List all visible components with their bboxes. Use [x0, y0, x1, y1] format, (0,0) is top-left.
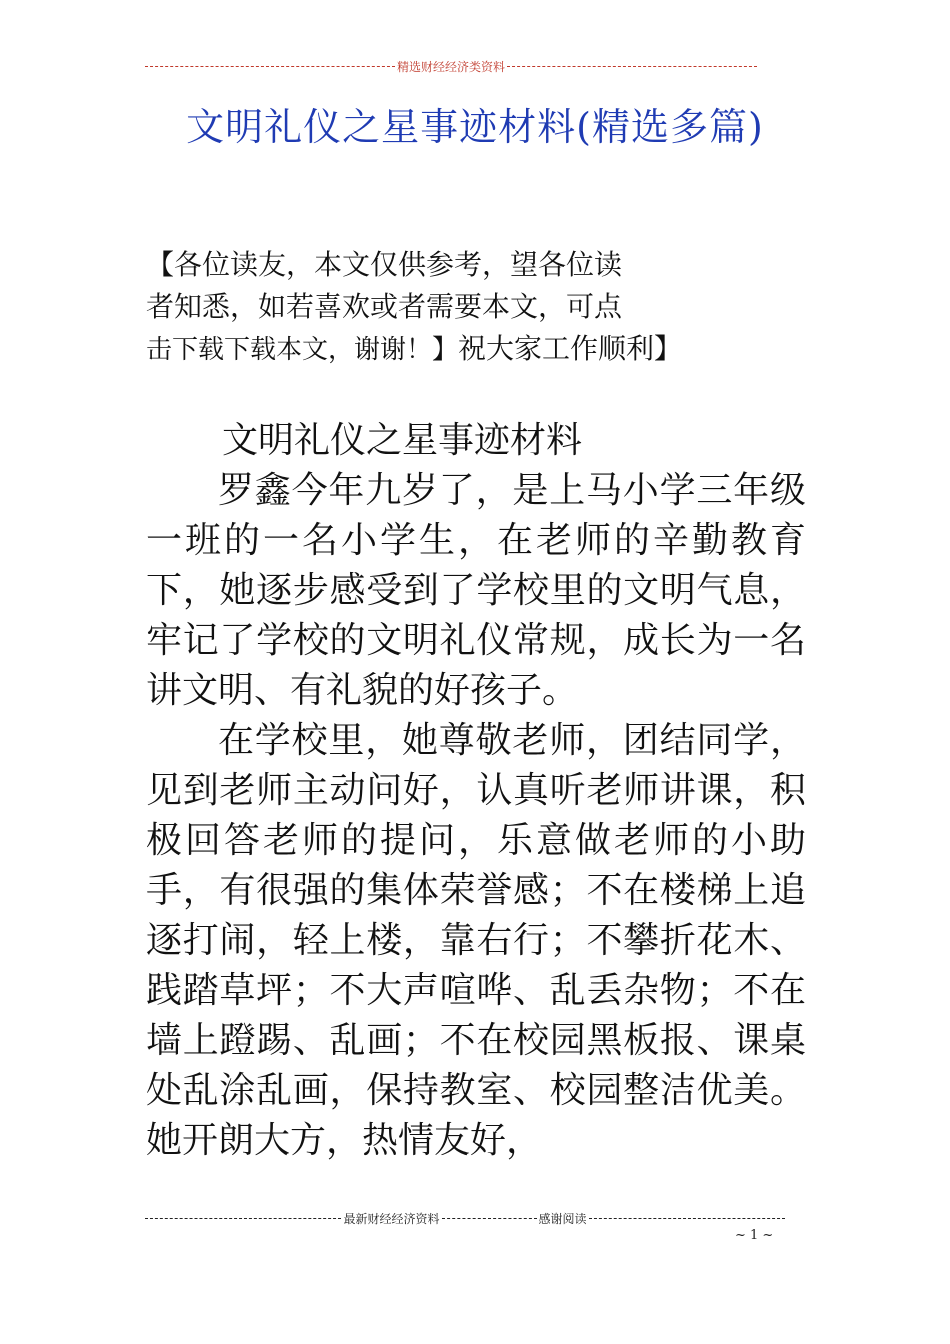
- header-divider-right: [507, 66, 757, 67]
- footer-divider-left: [145, 1218, 341, 1219]
- document-title: 文明礼仪之星事迹材料(精选多篇): [186, 105, 764, 149]
- notice-line-3-text: 击下载下载本文，谢谢！】: [146, 335, 459, 365]
- body-paragraph-2: 在学校里，她尊敬老师，团结同学，见到老师主动问好，认真听老师讲课，积极回答老师的提问，乐意做老师的小助手，有很强的集体荣誉感；不在楼梯上追逐打闹，轻上楼，靠右行；不攀折花木、践踏草坪；不大声喧哗、乱丢杂物；不在墙上蹬踢、乱画；不在校园黑板报、课桌处乱涂乱画，保持教室、校园整洁优美。她开朗大方，热情友好，: [146, 720, 806, 1161]
- document-body: [146, 416, 806, 1166]
- page-number: ~ 1 ~: [735, 1228, 774, 1243]
- header-divider-left: [145, 66, 395, 67]
- body-subtitle: 文明礼仪之星事迹材料: [222, 420, 583, 461]
- notice-line-3: [146, 328, 786, 371]
- footer-right-label: 感谢阅读: [538, 1212, 587, 1226]
- footer-left-label: 最新财经经济资料: [343, 1212, 440, 1226]
- body-paragraph-1: 罗鑫今年九岁了，是上马小学三年级一班的一名小学生，在老师的辛勤教育下，她逐步感受到了学校里的文明气息，牢记了学校的文明礼仪常规，成长为一名讲文明、有礼貌的好孩子。: [146, 470, 806, 711]
- notice-line-2: 者知悉，如若喜欢或者需要本文，可点: [146, 290, 623, 323]
- notice-greeting: 祝大家工作顺利】: [458, 332, 683, 365]
- page-footer: [145, 1210, 785, 1227]
- reader-notice: [146, 244, 786, 371]
- notice-line-1: 【各位读友，本文仅供参考，望各位读: [146, 248, 623, 281]
- header-label: 精选财经经济类资料: [397, 60, 506, 74]
- footer-divider-right: [589, 1218, 785, 1219]
- page-header: [145, 58, 757, 75]
- footer-divider-middle: [442, 1218, 537, 1219]
